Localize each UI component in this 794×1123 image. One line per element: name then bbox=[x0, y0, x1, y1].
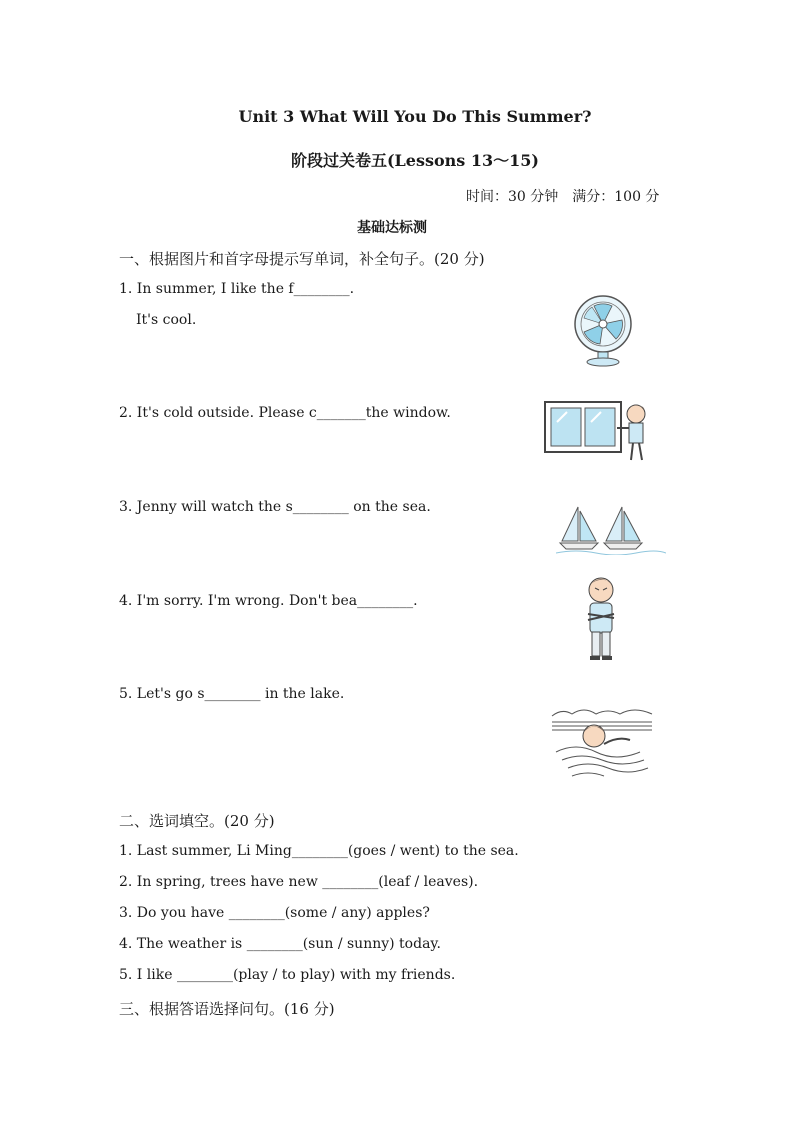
s2-item-1: 1. Last summer, Li Ming________(goes / went) to the sea. bbox=[119, 843, 519, 859]
s1-item-4: 4. I'm sorry. I'm wrong. Don't bea________. bbox=[119, 593, 418, 609]
s2-item-5: 5. I like ________(play / to play) with my friends. bbox=[119, 967, 456, 983]
section3-heading: 三、根据答语选择问句。(16 分) bbox=[119, 1000, 335, 1018]
angry-boy-image bbox=[580, 574, 622, 662]
s1-item-1: 1. In summer, I like the f________. bbox=[119, 281, 355, 297]
page-title: Unit 3 What Will You Do This Summer? bbox=[238, 107, 592, 126]
page-subtitle: 阶段过关卷五(Lessons 13～15) bbox=[290, 151, 539, 170]
fan-image bbox=[572, 292, 634, 368]
sailboats-image bbox=[556, 503, 666, 555]
s1-item-3: 3. Jenny will watch the s________ on the sea. bbox=[119, 499, 431, 515]
s2-item-3: 3. Do you have ________(some / any) apples? bbox=[119, 905, 430, 921]
s1-item-5: 5. Let's go s________ in the lake. bbox=[119, 686, 345, 702]
swimming-image bbox=[548, 706, 656, 782]
window-image bbox=[543, 398, 653, 462]
time-score: 时间：30 分钟 满分：100 分 bbox=[466, 189, 660, 205]
s2-item-2: 2. In spring, trees have new ________(leaf / leaves). bbox=[119, 874, 479, 890]
s2-item-4: 4. The weather is ________(sun / sunny) today. bbox=[119, 936, 441, 952]
section1-heading: 一、根据图片和首字母提示写单词，补全句子。(20 分) bbox=[119, 250, 485, 268]
s1-item-1-cont: It's cool. bbox=[136, 312, 197, 328]
section2-heading: 二、选词填空。(20 分) bbox=[119, 812, 275, 830]
part-title: 基础达标测 bbox=[357, 220, 427, 236]
s1-item-2: 2. It's cold outside. Please c_______the window. bbox=[119, 405, 451, 421]
